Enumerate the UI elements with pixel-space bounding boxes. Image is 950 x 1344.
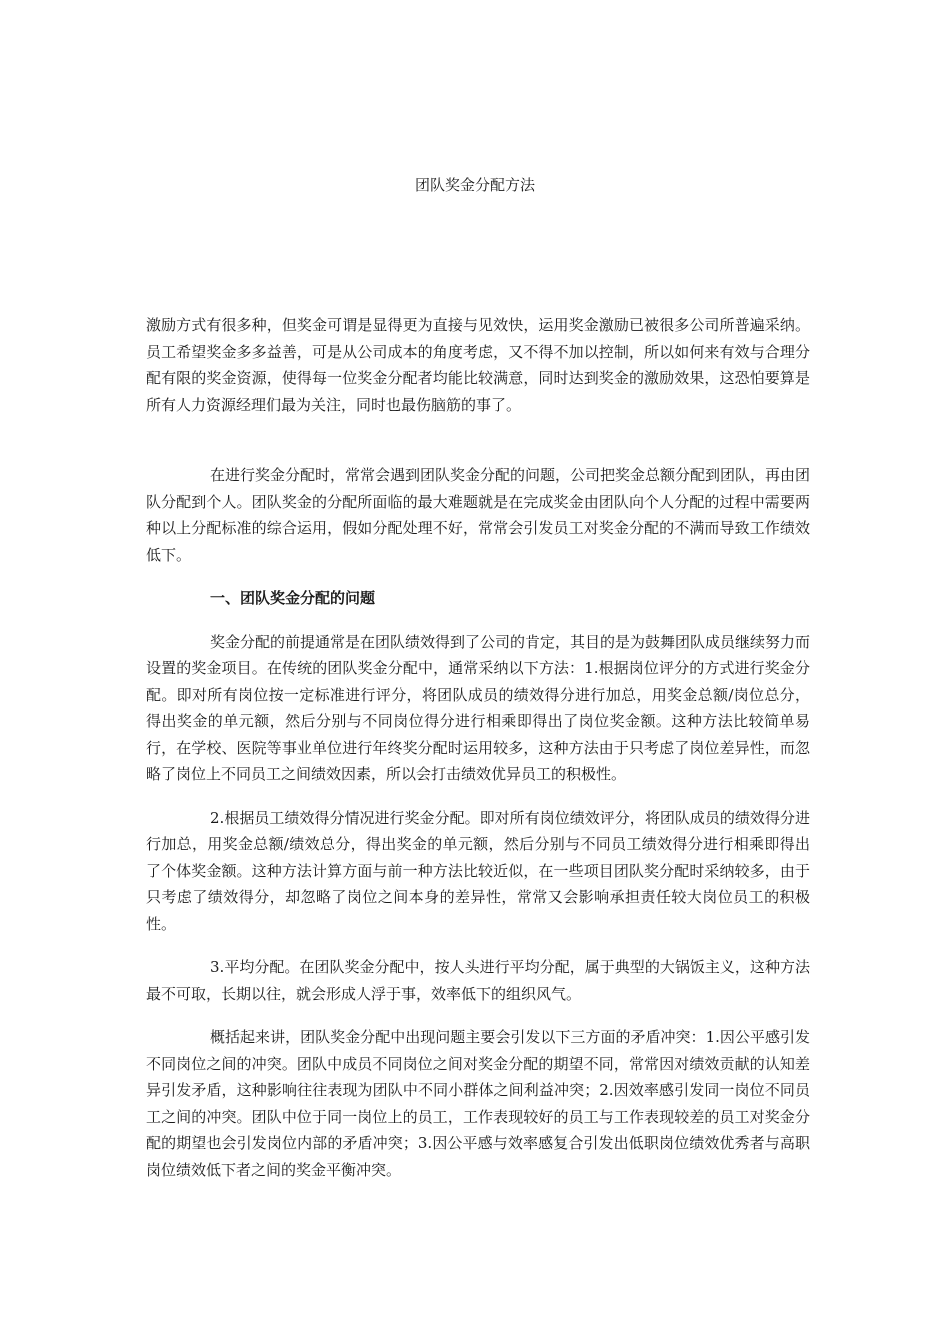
document-body — [146, 312, 810, 1183]
intro-paragraph: 激励方式有很多种，但奖金可谓是显得更为直接与见效快，运用奖金激励已被很多公司所普遍采纳。员工希望奖金多多益善，可是从公司成本的角度考虑，又不得不加以控制，所以如何来有效与合理分配有限的奖金资源，使得每一位奖金分配者均能比较满意，同时达到奖金的激励效果，这恐怕要算是所有人力资源经理们最为关注，同时也最伤脑筋的事了。 — [146, 316, 810, 414]
paragraph-1: 在进行奖金分配时，常常会遇到团队奖金分配的问题，公司把奖金总额分配到团队，再由团队分配到个人。团队奖金的分配所面临的最大难题就是在完成奖金由团队向个人分配的过程中需要两种以上分配标准的综合运用，假如分配处理不好，常常会引发员工对奖金分配的不满而导致工作绩效低下。 — [146, 466, 811, 564]
paragraph-2: 奖金分配的前提通常是在团队绩效得到了公司的肯定，其目的是为鼓舞团队成员继续努力而设置的奖金项目。在传统的团队奖金分配中，通常采纳以下方法：1.根据岗位评分的方式进行奖金分配。即对所有岗位按一定标准进行评分，将团队成员的绩效得分进行加总，用奖金总额/岗位总分，得出奖金的单元额，然后分别与不同岗位得分进行相乘即得出了岗位奖金额。这种方法比较简单易行，在学校、医院等事业单位进行年终奖分配时运用较多，这种方法由于只考虑了岗位差异性，而忽略了岗位上不同员工之间绩效因素，所以会打击绩效优异员工的积极性。 — [146, 632, 811, 783]
document-title: 团队奖金分配方法 — [414, 176, 535, 194]
paragraph-3: 2.根据员工绩效得分情况进行奖金分配。即对所有岗位绩效评分，将团队成员的绩效得分进行加总，用奖金总额/绩效总分，得出奖金的单元额，然后分别与不同员工绩效得分进行相乘即得出了个体奖金额。这种方法计算方面与前一种方法比较近似，在一些项目团队奖分配时采纳较多，由于只考虑了绩效得分，却忽略了岗位之间本身的差异性，常常又会影响承担责任较大岗位员工的积极性。 — [146, 808, 810, 933]
paragraph-5: 概括起来讲，团队奖金分配中出现问题主要会引发以下三方面的矛盾冲突：1.因公平感引发不同岗位之间的冲突。团队中成员不同岗位之间对奖金分配的期望不同，常常因对绩效贡献的认知差异引发矛盾，这种影响往往表现为团队中不同小群体之间利益冲突；2.因效率感引发同一岗位不同员工之间的冲突。团队中位于同一岗位上的员工，工作表现较好的员工与工作表现较差的员工对奖金分配的期望也会引发岗位内部的矛盾冲突；3.因公平感与效率感复合引发出低职岗位绩效优秀者与高职岗位绩效低下者之间的奖金平衡冲突。 — [146, 1028, 810, 1179]
paragraph-4: 3.平均分配。在团队奖金分配中，按人头进行平均分配，属于典型的大锅饭主义，这种方法最不可取，长期以往，就会形成人浮于事，效率低下的组织风气。 — [146, 958, 810, 1003]
section-heading-1: 一、团队奖金分配的问题 — [210, 589, 376, 607]
